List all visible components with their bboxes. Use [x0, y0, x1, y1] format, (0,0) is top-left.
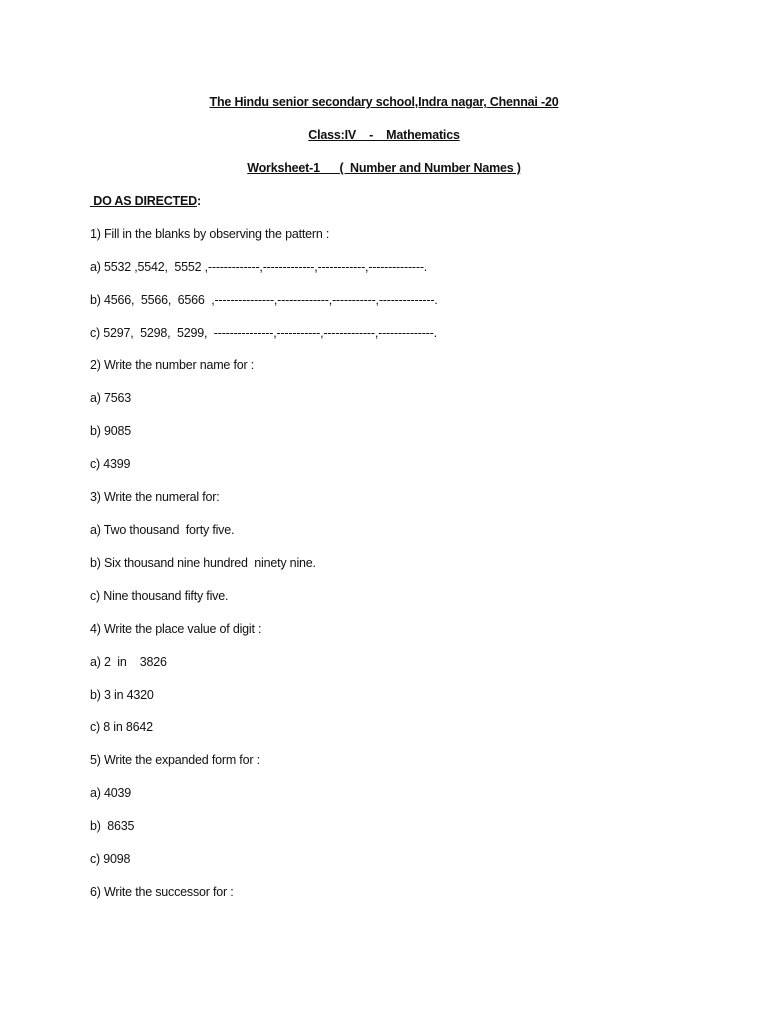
school-heading: The Hindu senior secondary school,Indra nagar, Chennai -20: [209, 95, 559, 109]
question-3a: a) Two thousand forty five.: [90, 523, 235, 537]
question-4a: a) 2 in 3826: [90, 655, 167, 669]
question-3b: b) Six thousand nine hundred ninety nine.: [90, 556, 316, 570]
worksheet-heading: Worksheet-1 ( Number and Number Names ): [247, 161, 521, 175]
question-3-title: 3) Write the numeral for:: [90, 490, 220, 504]
question-4-title: 4) Write the place value of digit :: [90, 622, 262, 636]
question-5b: b) 8635: [90, 819, 135, 833]
question-1c: c) 5297, 5298, 5299, ---------------,-----------,-------------,--------------.: [90, 326, 437, 340]
question-1a: a) 5532 ,5542, 5552 ,-------------,-------------,------------,--------------.: [90, 260, 428, 274]
question-4b: b) 3 in 4320: [90, 688, 154, 702]
question-1-title: 1) Fill in the blanks by observing the pattern :: [90, 227, 330, 241]
question-4c: c) 8 in 8642: [90, 720, 153, 734]
directions-colon: :: [196, 194, 201, 208]
question-5-title: 5) Write the expanded form for :: [90, 753, 260, 767]
question-1b: b) 4566, 5566, 6566 ,---------------,-------------,-----------,--------------.: [90, 293, 438, 307]
question-5a: a) 4039: [90, 786, 131, 800]
directions-label: DO AS DIRECTED: [90, 194, 197, 208]
question-2a: a) 7563: [90, 391, 131, 405]
question-2b: b) 9085: [90, 424, 131, 438]
question-2c: c) 4399: [90, 457, 131, 471]
class-heading: Class:IV - Mathematics: [308, 128, 460, 142]
question-3c: c) Nine thousand fifty five.: [90, 589, 229, 603]
question-2-title: 2) Write the number name for :: [90, 358, 254, 372]
question-5c: c) 9098: [90, 852, 131, 866]
question-6-title: 6) Write the successor for :: [90, 885, 234, 899]
directions-heading: [90, 193, 201, 209]
